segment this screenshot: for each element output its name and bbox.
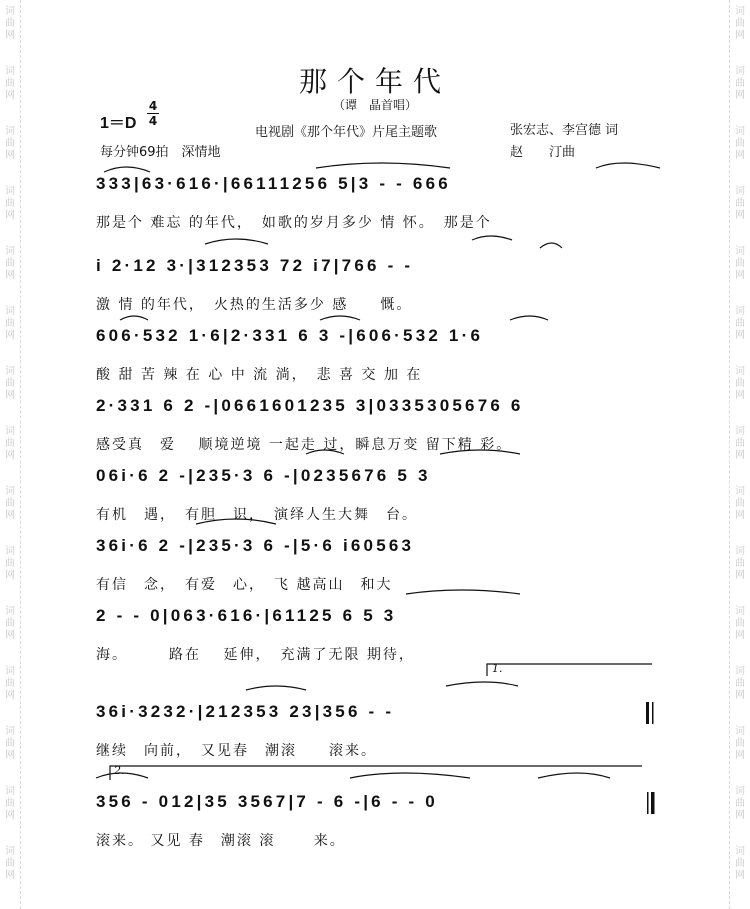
watermark-glyph: 词 曲 网 bbox=[5, 366, 15, 401]
watermark-glyph: 词 曲 网 bbox=[735, 666, 745, 701]
tempo-marking: 每分钟69拍 深情地 bbox=[100, 145, 221, 160]
first-ending-label: 1. bbox=[492, 662, 503, 675]
song-title: 那个年代 bbox=[298, 65, 451, 98]
watermark-glyph: 词 曲 网 bbox=[735, 66, 745, 101]
notation-line-9: 356 - 012|35 3567|7 - 6 -|6 - - 0 bbox=[96, 792, 438, 811]
notation-line-1: 333|63·616·|66111256 5|3 - - 666 bbox=[96, 174, 451, 193]
final-barline-thick bbox=[651, 792, 655, 814]
watermark-glyph: 词 曲 网 bbox=[5, 246, 15, 281]
watermark-glyph: 词 曲 网 bbox=[735, 126, 745, 161]
notation-line-7: 2 - - 0|063·616·|61125 6 5 3 bbox=[96, 606, 397, 625]
watermark-glyph: 词 曲 网 bbox=[5, 186, 15, 221]
lyrics-line-4: 感受真 爱 顺境逆境 一起走 过，瞬息万变 留下精 彩。 bbox=[96, 437, 513, 453]
watermark-glyph: 词 曲 网 bbox=[5, 126, 15, 161]
watermark-glyph: 词 曲 网 bbox=[5, 486, 15, 521]
notation-line-5: 06i·6 2 -|235·3 6 -|0235676 5 3 bbox=[96, 466, 431, 485]
watermark-glyph: 词 曲 网 bbox=[735, 426, 745, 461]
second-ending-label: 2. bbox=[114, 764, 125, 777]
watermark-glyph: 词 曲 网 bbox=[5, 66, 15, 101]
lyrics-line-1: 那是个 难忘 的年代， 如歌的岁月多少 情 怀。 那是个 bbox=[96, 215, 492, 231]
tie-arc bbox=[306, 450, 344, 454]
tie-arc bbox=[246, 686, 306, 690]
time-signature-bottom: 4 bbox=[148, 114, 158, 128]
watermark-glyph: 词 曲 网 bbox=[5, 666, 15, 701]
watermark-glyph: 词 曲 网 bbox=[5, 786, 15, 821]
repeat-barline-thin bbox=[652, 702, 654, 724]
notation-line-6: 36i·6 2 -|235·3 6 -|5·6 i60563 bbox=[96, 536, 415, 555]
tie-arc bbox=[440, 450, 520, 454]
tie-arc bbox=[205, 239, 268, 244]
watermark-glyph: 词 曲 网 bbox=[5, 6, 15, 41]
tie-arc bbox=[196, 519, 276, 524]
watermark-glyph: 词 曲 网 bbox=[5, 426, 15, 461]
lyrics-line-3: 酸 甜 苦 辣 在 心 中 流 淌， 悲 喜 交 加 在 bbox=[96, 367, 423, 383]
second-ending-bracket bbox=[110, 766, 642, 780]
lyrics-line-5: 有机 遇， 有胆 识， 演绎人生大舞 台。 bbox=[96, 507, 418, 523]
triplet-slur bbox=[596, 163, 660, 168]
tie-arc bbox=[446, 682, 518, 686]
tie-arc bbox=[472, 236, 512, 240]
time-signature-top: 4 bbox=[148, 99, 158, 113]
watermark-glyph: 词 曲 网 bbox=[735, 846, 745, 881]
lyrics-line-7: 海。 路在 延伸， 充满了无限 期待， bbox=[96, 647, 415, 663]
composer-credit: 赵 汀曲 bbox=[510, 145, 576, 160]
lyricist-credit: 张宏志、李宫德 词 bbox=[510, 123, 619, 138]
notation-line-4: 2·331 6 2 -|0661601235 3|0335305676 6 bbox=[96, 396, 524, 415]
watermark-glyph: 词 曲 网 bbox=[735, 6, 745, 41]
watermark-glyph: 词 曲 网 bbox=[5, 726, 15, 761]
watermark-glyph: 词 曲 网 bbox=[735, 546, 745, 581]
watermark-glyph: 词 曲 网 bbox=[5, 846, 15, 881]
watermark-glyph: 词 曲 网 bbox=[5, 606, 15, 641]
watermark-glyph: 词 曲 网 bbox=[5, 306, 15, 341]
watermark-glyph: 词 曲 网 bbox=[735, 306, 745, 341]
notation-line-2: i 2·12 3·|312353 72 i7|766 - - bbox=[96, 256, 414, 275]
watermark-glyph: 词 曲 网 bbox=[735, 786, 745, 821]
final-barline-thin bbox=[647, 792, 649, 814]
notation-line-8: 36i·3232·|212353 23|356 - - bbox=[96, 702, 395, 721]
triplet-slur bbox=[104, 167, 150, 172]
tie-arc bbox=[540, 243, 562, 248]
watermark-glyph: 词 曲 网 bbox=[735, 246, 745, 281]
tie-arc bbox=[510, 316, 548, 320]
watermark-glyph: 词 曲 网 bbox=[735, 606, 745, 641]
repeat-barline bbox=[646, 702, 649, 724]
watermark-glyph: 词 曲 网 bbox=[735, 366, 745, 401]
tie-arc bbox=[406, 590, 520, 594]
key-signature: 1＝D bbox=[100, 115, 137, 132]
watermark-glyph: 词 曲 网 bbox=[5, 546, 15, 581]
notation-line-3: 606·532 1·6|2·331 6 3 -|606·532 1·6 bbox=[96, 326, 484, 345]
lyrics-line-8: 继续 向前， 又见春 潮滚 滚来。 bbox=[96, 743, 377, 759]
watermark-glyph: 词 曲 网 bbox=[735, 726, 745, 761]
watermark-glyph: 词 曲 网 bbox=[735, 486, 745, 521]
lyrics-line-6: 有信 念， 有爱 心， 飞 越高山 和大 bbox=[96, 577, 393, 593]
watermark-glyph: 词 曲 网 bbox=[735, 186, 745, 221]
lyrics-line-2: 激 情 的年代， 火热的生活多少 感 慨。 bbox=[96, 297, 413, 313]
tie-arc bbox=[316, 163, 450, 168]
tie-arc bbox=[538, 773, 610, 778]
source-note: 电视剧《那个年代》片尾主题歌 bbox=[255, 125, 438, 140]
singer-credit: （谭 晶首唱） bbox=[332, 98, 417, 112]
first-ending-bracket bbox=[487, 664, 652, 676]
tie-arc bbox=[320, 316, 360, 320]
tie-arc bbox=[350, 773, 470, 778]
lyrics-line-9: 滚来。 又见 春 潮滚 滚 来。 bbox=[96, 833, 346, 849]
tie-arc bbox=[120, 316, 148, 320]
